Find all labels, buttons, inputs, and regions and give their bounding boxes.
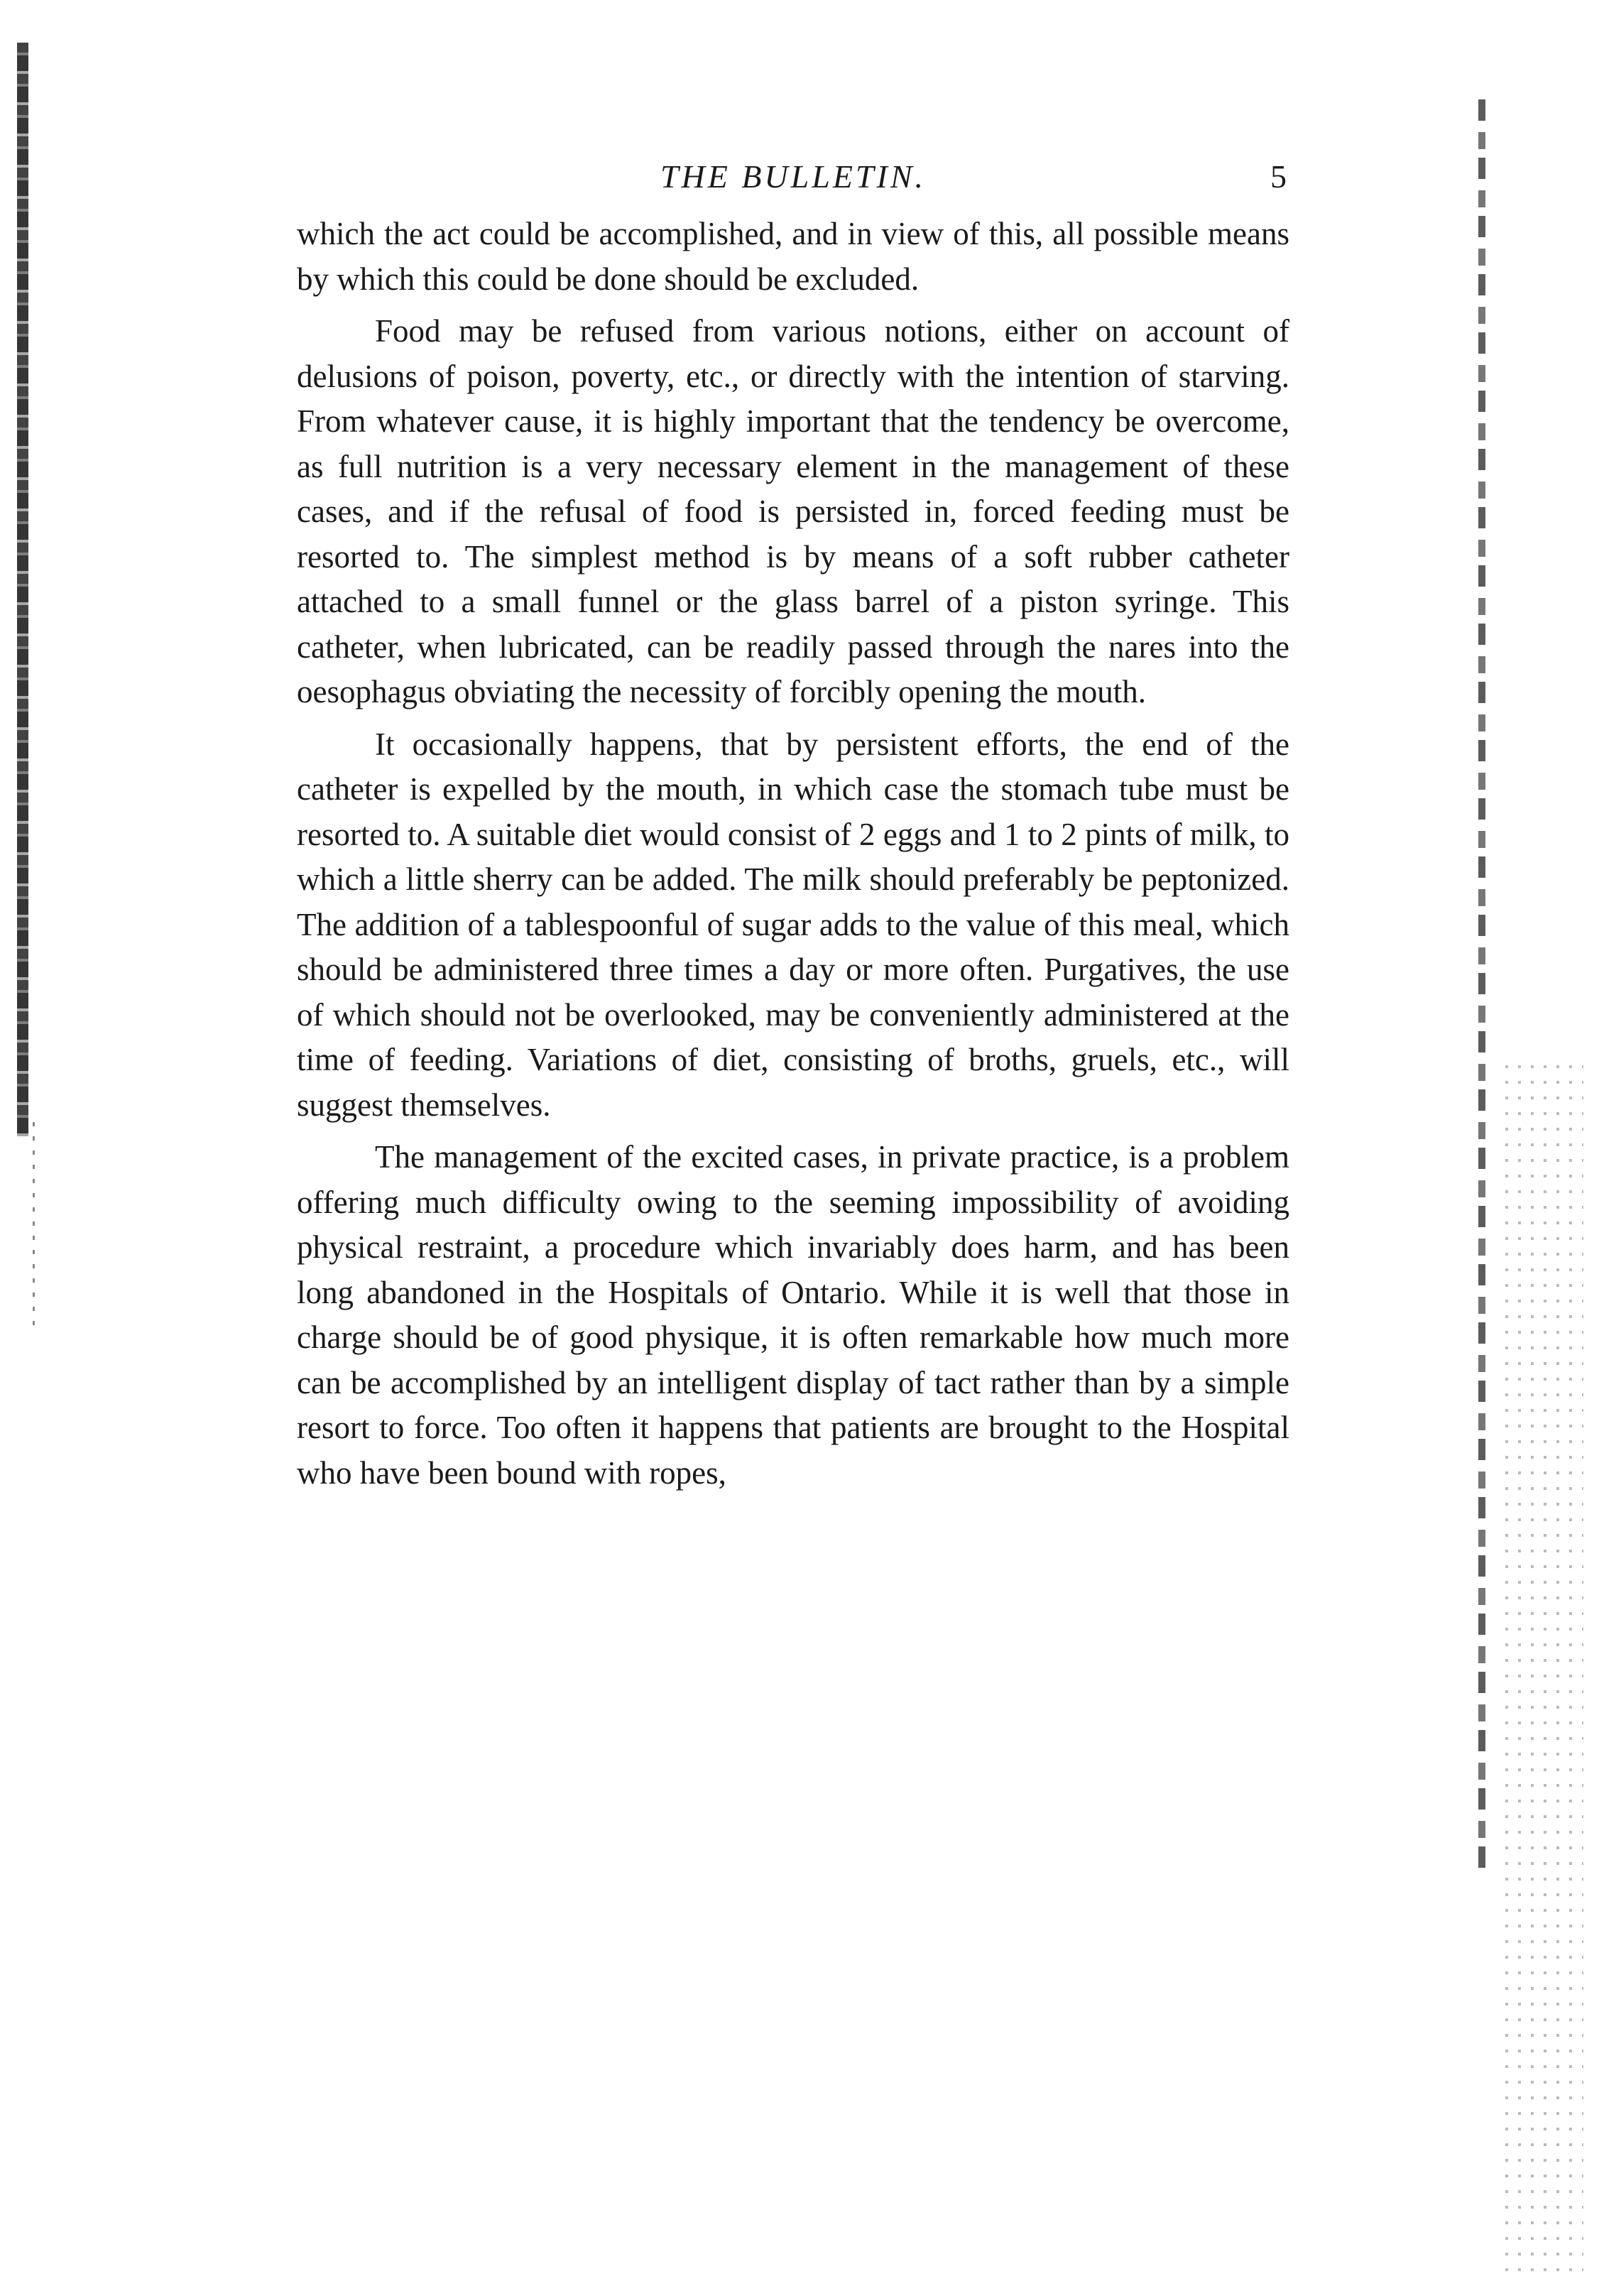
- page: [297, 158, 1289, 1503]
- paragraph-3: It occasionally happens, that by persistent efforts, the end of the catheter is expelled by the mouth, in which case the stomach tube must be resorted to. A suitable diet would consist of 2 eggs and 1 to 2 pints of milk, to which a little sherry can be added. The milk should preferably be peptonized. The addition of a tablespoonful of sugar adds to the value of this meal, which should be administered three times a day or more often. Purgatives, the use of which should not be overlooked, may be conveniently administered at the time of feeding. Variations of diet, consisting of broths, gruels, etc., will suggest themselves.: [297, 726, 1289, 1123]
- scan-edge-left-marks: [33, 1122, 35, 1335]
- running-title: THE BULLETIN.: [660, 158, 927, 195]
- scan-edge-right: [1478, 99, 1485, 1875]
- paragraph-2: Food may be refused from various notions, either on account of delusions of poison, poverty, etc., or directly with the intention of starving. From whatever cause, it is highly important that the tendency be overcome, as full nutrition is a very necessary element in the management of these cases, and if the refusal of food is persisted in, forced feeding must be resorted to. The simplest method is by means of a soft rubber catheter attached to a small funnel or the glass barrel of a piston syringe. This catheter, when lubricated, can be readily passed through the nares into the oesophagus obviating the necessity of forcibly opening the mouth.: [297, 313, 1289, 709]
- paragraph-1: which the act could be accomplished, and in view of this, all possible means by which this could be done should be excluded.: [297, 216, 1289, 297]
- scan-edge-left: [17, 43, 28, 1136]
- body-text: [297, 212, 1289, 1496]
- paragraph-4: The management of the excited cases, in private practice, is a problem offering much difficulty owing to the seeming impossibility of avoiding physical restraint, a procedure which invariably does harm, and has been long abandoned in the Hospitals of Ontario. While it is well that those in charge should be of good physique, it is often remarkable how much more can be accomplished by an intelligent display of tact rather than by a simple resort to force. Too often it happens that patients are brought to the Hospital who have been bound with ropes,: [297, 1139, 1289, 1491]
- running-head: [297, 158, 1289, 207]
- scan-edge-right-noise: [1505, 1065, 1583, 2273]
- page-number: 5: [1270, 158, 1289, 195]
